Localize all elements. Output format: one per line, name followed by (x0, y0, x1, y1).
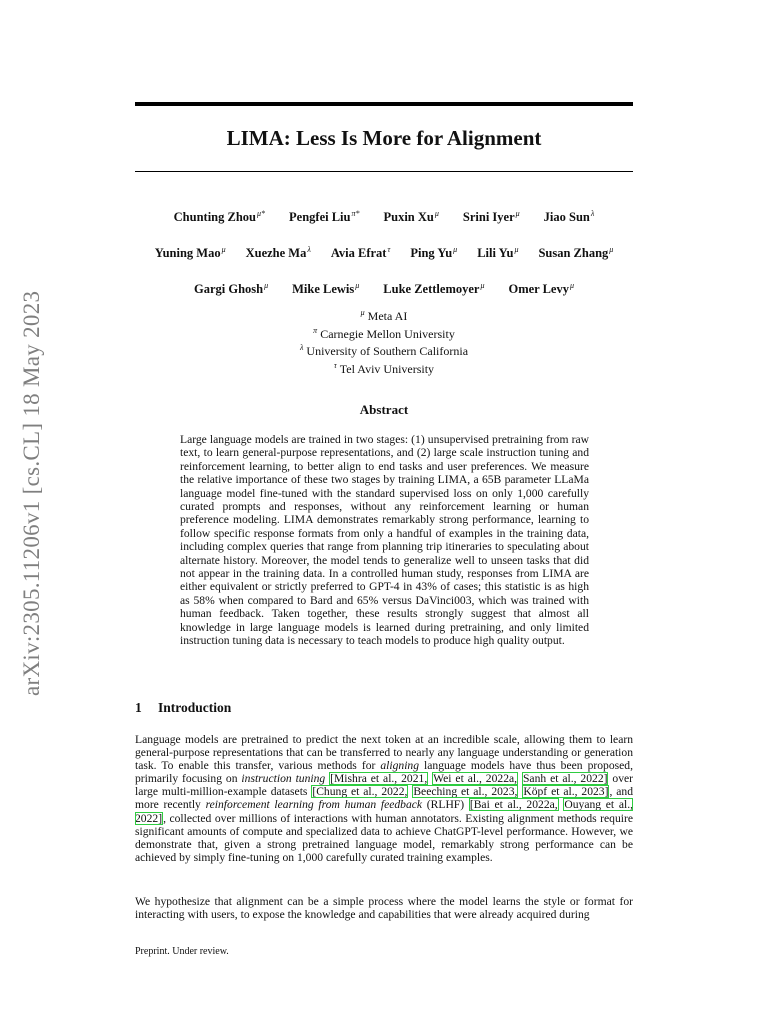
author-row-1 (135, 206, 633, 225)
author: Gargi Ghosh$^\mu$ (193, 281, 269, 297)
affiliation: $^\mu$ Meta AI (360, 308, 408, 323)
citation-link[interactable]: Köpf et al., 2023] (523, 785, 609, 799)
abstract-heading: Abstract (359, 402, 409, 417)
title-top-rule (135, 102, 633, 106)
paper-title: LIMA: Less Is More for Alignment (226, 126, 542, 150)
section-heading-introduction (135, 699, 633, 717)
citation-link[interactable]: [Bai et al., 2022a, (469, 798, 558, 812)
author: Srini Iyer$^\mu$ (462, 209, 520, 225)
citation-link[interactable]: [Mishra et al., 2021, (330, 772, 428, 786)
author: Ping $Yu^\mu$ (410, 245, 458, 261)
affiliation: $^\lambda$ University of Southern California (299, 343, 469, 359)
title-bottom-rule (135, 171, 633, 172)
citation-link[interactable]: Wei et al., 2022a, (433, 772, 518, 786)
section-number: 1 (135, 700, 142, 715)
citation-link[interactable]: Beeching et al., 2023, (413, 785, 518, 799)
author: Susan Zhang$^\mu$ (538, 245, 614, 261)
footer-note: Preprint. Under review. (135, 946, 229, 957)
author: Chunting Zhou$^{\mu*}$ (173, 209, 266, 225)
section-title: Introduction (158, 700, 232, 715)
affiliation: $^\pi$ Carnegie Mellon University (313, 325, 455, 341)
author: Yuning Mao$^\mu$ (154, 245, 226, 261)
intro-paragraph-1: Language models are pretrained to predict the next token at an incredible scale, allowing them to learn general-purpose representations that can be transferred to nearly any language understanding or generation task. To enable this transfer, various methods for aligning language models have thus been proposed, primarily focusing on instruction tuning [Mishra et al., 2021, Wei et al., 2022a, Sanh et al., 2022] over large multi-million-example datasets [Chung et al., 2022, Beeching et al., 2023, Köpf et al., 2023], and more recently reinforcement learning from human feedback (RLHF) [Bai et al., 2022a, Ouyang et al., 2022], collected over millions of interactions with human annotators. Existing alignment methods require significant amounts of compute and specialized data to achieve ChatGPT-level performance. However, we demonstrate that, given a strong pretrained language model, remarkably strong performance can be achieved by simply fine-tuning on 1,000 carefully curated training examples. (135, 733, 634, 864)
emphasis: aligning (380, 759, 420, 773)
affiliation: $^\tau$ Tel Aviv University (333, 361, 435, 377)
author: Puxin $Xu^\mu$ (383, 209, 439, 225)
author-row-2 (135, 242, 633, 261)
author: Luke Zettlemoyer$^\mu$ (383, 281, 485, 297)
author: Omer Levy$^\mu$ (508, 281, 575, 297)
abstract-text: Large language models are trained in two stages: (1) unsupervised pretraining from raw text, to learn general-purpose representations, and (2) large scale instruction tuning and reinforcement learning, to better align to end tasks and user preferences. We measure the relative importance of these two stages by training LIMA, a 65B parameter LLaMa language model fine-tuned with the standard supervised loss on only 1,000 carefully curated prompts and responses, without any reinforcement learning or human preference modeling. LIMA demonstrates remarkably strong performance, learning to follow specific response formats from only a handful of examples in the training data, including complex queries that range from planning trip itineraries to speculating about alternate history. Moreover, the model tends to generalize well to unseen tasks that did not appear in the training data. In a controlled human study, responses from LIMA are either equivalent or strictly preferred to GPT-4 in 43% of cases; this statistic is as high as 58% when compared to Bard and 65% versus DaVinci003, which was trained with human feedback. Taken together, these results strongly suggest that almost all knowledge in large language models is learned during pretraining, and only limited instruction tuning data is necessary to teach models to produce high quality output. (180, 433, 589, 648)
citation-link[interactable]: [Chung et al., 2022, (312, 785, 408, 799)
emphasis: reinforcement learning from human feedback (205, 798, 423, 812)
citation-link[interactable]: Sanh et al., 2022] (522, 772, 608, 786)
author: Avia Efrat$^\tau$ (330, 245, 391, 261)
author-row-3 (135, 278, 633, 297)
affiliations (135, 306, 633, 377)
author: Mike Lewis$^\mu$ (292, 281, 360, 297)
author: Xuezhe $Ma^\lambda$ (245, 245, 311, 261)
author: Pengfei Liu$^{\pi*}$ (289, 209, 360, 225)
emphasis: instruction tuning (241, 772, 326, 786)
arxiv-identifier-stamp: arXiv:2305.11206v1 [cs.CL] 18 May 2023 (19, 290, 44, 696)
author: Lili $Yu^\mu$ (477, 245, 519, 261)
author: Jiao Sun$^\lambda$ (543, 209, 595, 225)
citation-link[interactable]: Ouyang et al., 2022] (135, 798, 633, 825)
intro-paragraph-2: We hypothesize that alignment can be a simple process where the model learns the style or format for interacting with users, to expose the knowledge and capabilities that were already acquired during (135, 895, 633, 922)
